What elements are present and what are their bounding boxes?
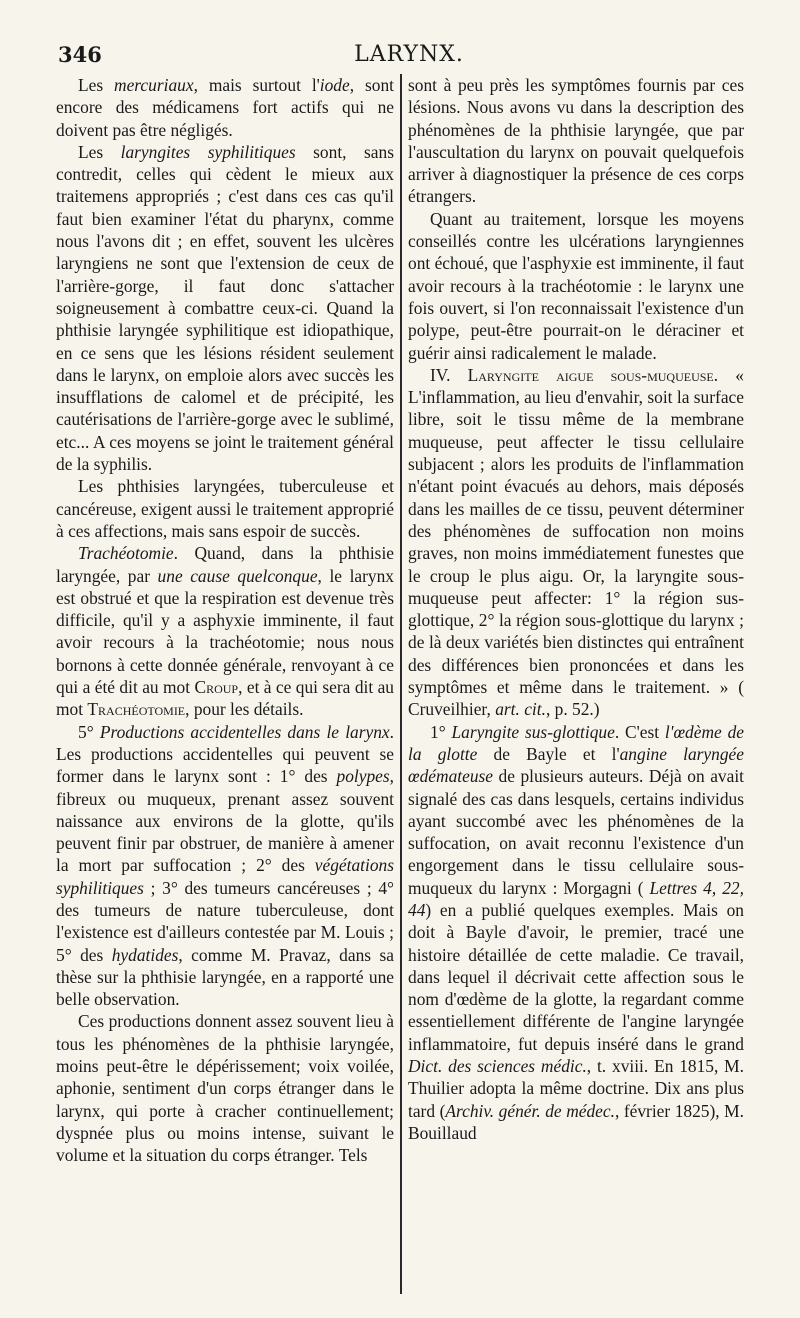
paragraph: 5° Productions accidentelles dans le larynx. Les productions accidentelles qui peuvent se former dans le larynx sont : 1° des polypes, fibreux ou muqueux, prenant assez souvent naissance aux environs de la glotte, qu'ils peuvent finir par obstruer, de manière à amener la mort par suffocation ; 2° des végétations syphilitiques ; 3° des tumeurs cancéreuses ; 4° des tumeurs de nature tuberculeuse, dont l'existence est d'ailleurs contestée par M. Louis ; 5° des hydatides, comme M. Pravaz, dans sa thèse sur la phthisie laryngée, en a rapporté une belle observation. [56, 721, 394, 1010]
column-divider [400, 74, 402, 1294]
left-column [56, 74, 394, 1167]
section-heading-paragraph: IV. Laryngite aigue sous-muqueuse. « L'inflammation, au lieu d'envahir, soit la surface libre, soit le tissu même de la membrane muqueuse, peut affecter le tissu cellulaire subjacent ; alors les produits de l'inflammation n'étant point évacués au dehors, mais déposés dans les mailles de ce tissu, peuvent déterminer des phénomènes de suffocation non moins graves, non moins immédiatement funestes que le croup le plus aigu. Or, la laryngite sous-muqueuse peut affecter: 1° la région sus-glottique, 2° la région sous-glottique du larynx ; de là deux variétés bien distinctes qui entraînent des différences bien prononcées et dans les symptômes et même dans le traitement. » ( Cruveilhier, art. cit., p. 52.) [408, 364, 744, 720]
paragraph: Les laryngites syphilitiques sont, sans contredit, celles qui cèdent le mieux aux traitemens appropriés ; c'est dans ces cas qu'il faut bien examiner l'état du pharynx, comme nous l'avons dit ; en effet, souvent les ulcères laryngiens ne sont que l'extension de ceux de l'arrière-gorge, il faut donc s'attacher soigneusement à combattre ceux-ci. Quand la phthisie laryngée syphilitique est idiopathique, en ce sens que les lésions résident seulement dans le larynx, on emploie alors avec succès les insufflations de calomel et de précipité, les cautérisations de l'arrière-gorge avec le sublimé, etc... A ces moyens se joint le traitement général de la syphilis. [56, 141, 394, 475]
paragraph: Les mercuriaux, mais surtout l'iode, sont encore des médicamens fort actifs qui ne doivent pas être négligés. [56, 75, 394, 140]
paragraph: 1° Laryngite sus-glottique. C'est l'œdème de la glotte de Bayle et l'angine laryngée œdémateuse de plusieurs auteurs. Déjà on avait signalé des cas dans lesquels, certains individus ayant succombé avec les phénomènes de la suffocation, on avait reconnu l'existence d'un engorgement dans le tissu cellulaire sous-muqueux du larynx : Morgagni ( Lettres 4, 22, 44) en a publié quelques exemples. Mais on doit à Bayle d'avoir, le premier, tracé une histoire détaillée de cette maladie. Ce travail, dans lequel il décrivait cette affection sous le nom d'œdème de la glotte, la regardant comme essentiellement différente de l'angine laryngée inflammatoire, fut depuis inséré dans le grand Dict. des sciences médic., t. xviii. En 1815, M. Thuilier adopta la même doctrine. Dix ans plus tard (Archiv. génér. de médec., février 1825), M. Bouillaud [408, 721, 745, 1143]
page-header [58, 42, 760, 72]
paragraph: Quant au traitement, lorsque les moyens conseillés contre les ulcérations laryngiennes ont échoué, que l'asphyxie est imminente, il faut avoir recours à la trachéotomie : le larynx une fois ouvert, si l'on reconnaissait l'existence d'un polype, peut-être pourrait-on le déraciner et guérir ainsi radicalement le malade. [408, 208, 744, 363]
paragraph: Ces productions donnent assez souvent lieu à tous les phénomènes de la phthisie laryngée, moins peut-être le dépérissement; voix voilée, aphonie, sentiment d'un corps étranger dans le larynx, qui porte à cracher continuellement; dyspnée plus ou moins intense, suivant le volume et la situation du corps étranger. Tels [56, 1011, 394, 1166]
running-head: LARYNX. [354, 42, 464, 67]
paragraph: sont à peu près les symptômes fournis par ces lésions. Nous avons vu dans la description des phénomènes de la phthisie laryngée, que par l'auscultation du larynx on pouvait quelquefois arriver à diagnostiquer la présence de ces corps étrangers. [408, 75, 744, 207]
paragraph: Trachéotomie. Quand, dans la phthisie laryngée, par une cause quelconque, le larynx est obstrué et que la respiration est devenue très difficile, qu'il y a asphyxie imminente, il faut avoir recours à la trachéotomie; nous nous bornons à cette donnée générale, renvoyant à ce qui a été dit au mot Croup, et à ce qui sera dit au mot Trachéotomie, pour les détails. [56, 543, 394, 720]
paragraph: Les phthisies laryngées, tuberculeuse et cancéreuse, exigent aussi le traitement approprié à ces affections, mais sans espoir de succès. [56, 476, 394, 541]
right-column [408, 74, 744, 1144]
page-number: 346 [58, 42, 102, 67]
